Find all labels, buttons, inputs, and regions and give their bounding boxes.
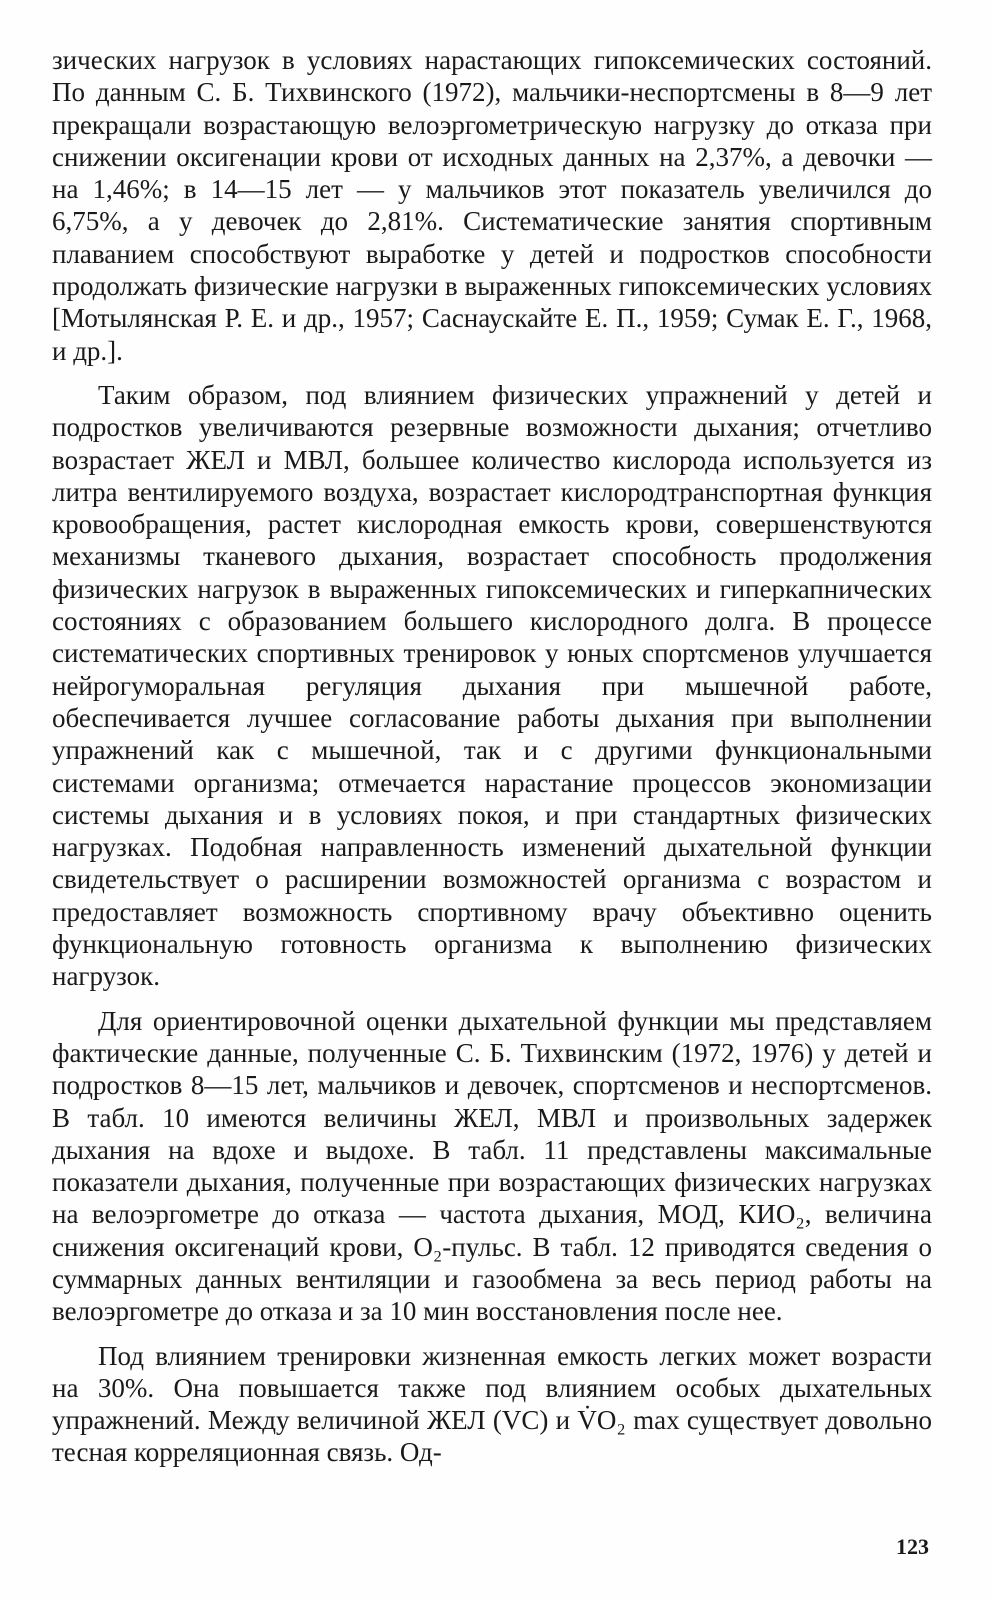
paragraph-3: Для ориентировочной оценки дыхательной функции мы представляем фактические данные, полученные С. Б. Тихвинским (1972, 1976) у детей и подростков 8—15 лет, мальчиков и девочек, спортсменов и неспортсменов. В табл. 10 имеются величины ЖЕЛ, МВЛ и произвольных задержек дыхания на вдохе и выдохе. В табл. 11 представлены максимальные показатели дыхания, полученные при возрастающих физических нагрузках на велоэргометре до отказа — частота дыхания, МОД, КИО₂, величина снижения оксигенаций крови, О₂-пульс. В табл. 12 приводятся сведения о суммарных данных вентиляции и газообмена за весь период работы на велоэргометре до отказа и за 10 мин восстановления после нее. [52, 1005, 932, 1327]
paragraph-4: Под влиянием тренировки жизненная емкость легких может возрасти на 30%. Она повышается также под влиянием особых дыхательных упражнений. Между величиной ЖЕЛ (VC) и V̇O₂ max существует довольно тесная корреляционная связь. Од- [52, 1340, 932, 1468]
paragraph-1: зических нагрузок в условиях нарастающих гипоксемических состояний. По данным С. Б. Тихвинского (1972), мальчики-неспортсмены в 8—9 лет прекращали возрастающую велоэргометрическую нагрузку до отказа при снижении оксигенации крови от исходных данных на 2,37%, а девочки — на 1,46%; в 14—15 лет — у мальчиков этот показатель увеличился до 6,75%, а у девочек до 2,81%. Систематические занятия спортивным плаванием способствуют выработке у детей и подростков способности продолжать физические нагрузки в выраженных гипоксемических условиях [Мотылянская Р. Е. и др., 1957; Саснаускайте Е. П., 1959; Сумак Е. Г., 1968, и др.]. [52, 45, 932, 366]
paragraph-2: Таким образом, под влиянием физических упражнений у детей и подростков увеличиваются резервные возможности дыхания; отчетливо возрастает ЖЕЛ и МВЛ, большее количество кислорода используется из литра вентилируемого воздуха, возрастает кислородтранспортная функция кровообращения, растет кислородная емкость крови, совершенствуются механизмы тканевого дыхания, возрастает способность продолжения физических нагрузок в выраженных гипоксемических и гиперкапнических состояниях с образованием большего кислородного долга. В процессе систематических спортивных тренировок у юных спортсменов улучшается нейрогуморальная регуляция дыхания при мышечной работе, обеспечивается лучшее согласование работы дыхания при выполнении упражнений как с мышечной, так и с другими функциональными системами организма; отмечается нарастание процессов экономизации системы дыхания и в условиях покоя, и при стандартных физических нагрузках. Подобная направленность изменений дыхательной функции свидетельствует о расширении возможностей организма с возрастом и предоставляет возможность спортивному врачу объективно оценить функциональную готовность организма к выполнению физических нагрузок. [52, 379, 932, 992]
body-text [52, 44, 932, 1481]
page-number: 123 [896, 1534, 929, 1559]
